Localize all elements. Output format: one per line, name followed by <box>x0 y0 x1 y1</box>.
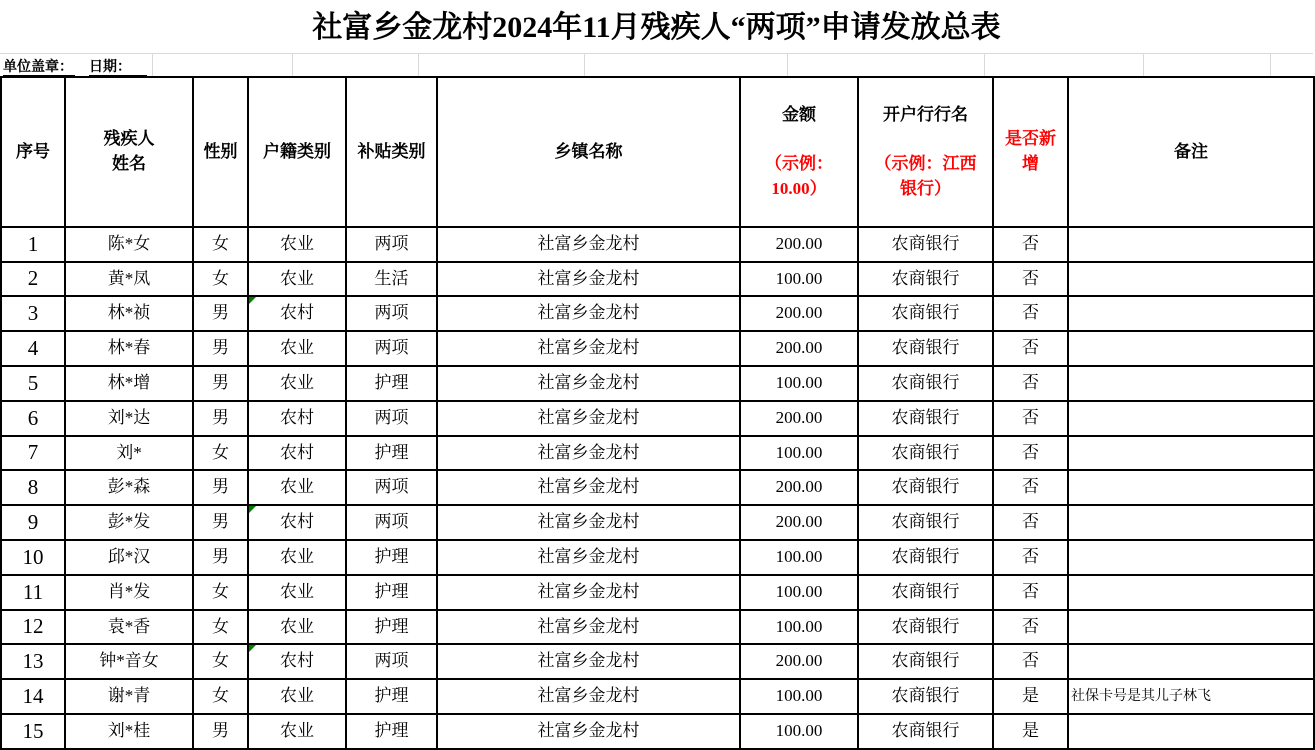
col-header-name[interactable]: 残疾人 姓名 <box>65 77 193 227</box>
cell-hukou[interactable]: 农村 <box>248 505 346 540</box>
cell-subsidy[interactable]: 两项 <box>346 401 437 436</box>
cell-remark[interactable] <box>1068 575 1314 610</box>
cell-remark[interactable]: 社保卡号是其儿子林飞 <box>1068 679 1314 714</box>
cell-hukou[interactable]: 农村 <box>248 296 346 331</box>
stamp-date-row <box>0 53 1313 76</box>
cell-name[interactable]: 袁*香 <box>65 610 193 645</box>
table-body <box>1 227 1314 749</box>
sheet-gridline <box>152 54 153 76</box>
cell-gender[interactable]: 女 <box>193 575 248 610</box>
error-indicator-triangle-icon <box>249 645 256 652</box>
cell-town[interactable]: 社富乡金龙村 <box>437 505 740 540</box>
cell-remark[interactable] <box>1068 227 1314 262</box>
cell-name[interactable]: 彭*发 <box>65 505 193 540</box>
error-indicator-triangle-icon <box>249 297 256 304</box>
cell-gender[interactable]: 女 <box>193 436 248 471</box>
cell-subsidy[interactable]: 两项 <box>346 227 437 262</box>
cell-no[interactable]: 1 <box>1 227 65 262</box>
cell-no[interactable]: 12 <box>1 610 65 645</box>
cell-subsidy[interactable]: 护理 <box>346 679 437 714</box>
cell-is-new[interactable]: 否 <box>993 610 1068 645</box>
cell-town[interactable]: 社富乡金龙村 <box>437 262 740 297</box>
cell-town[interactable]: 社富乡金龙村 <box>437 296 740 331</box>
cell-name[interactable]: 林*祯 <box>65 296 193 331</box>
sheet-gridline <box>1270 54 1271 76</box>
cell-hukou[interactable]: 农业 <box>248 575 346 610</box>
cell-no[interactable]: 4 <box>1 331 65 366</box>
cell-town[interactable]: 社富乡金龙村 <box>437 714 740 749</box>
cell-amount[interactable]: 100.00 <box>740 436 858 471</box>
sheet-gridline <box>584 54 585 76</box>
cell-bank[interactable]: 农商银行 <box>858 366 993 401</box>
col-header-hukou-type[interactable]: 户籍类别 <box>248 77 346 227</box>
cell-remark[interactable] <box>1068 331 1314 366</box>
cell-is-new[interactable]: 否 <box>993 540 1068 575</box>
cell-no[interactable]: 13 <box>1 644 65 679</box>
table-row <box>1 296 1314 331</box>
col-header-remark[interactable]: 备注 <box>1068 77 1314 227</box>
cell-hukou[interactable]: 农业 <box>248 610 346 645</box>
cell-is-new[interactable]: 否 <box>993 366 1068 401</box>
cell-remark[interactable] <box>1068 505 1314 540</box>
cell-bank[interactable]: 农商银行 <box>858 436 993 471</box>
cell-is-new[interactable]: 否 <box>993 436 1068 471</box>
cell-amount[interactable]: 200.00 <box>740 470 858 505</box>
cell-remark[interactable] <box>1068 296 1314 331</box>
cell-town[interactable]: 社富乡金龙村 <box>437 401 740 436</box>
cell-subsidy[interactable]: 护理 <box>346 366 437 401</box>
cell-town[interactable]: 社富乡金龙村 <box>437 679 740 714</box>
cell-remark[interactable] <box>1068 714 1314 749</box>
cell-is-new[interactable]: 否 <box>993 401 1068 436</box>
cell-gender[interactable]: 女 <box>193 227 248 262</box>
cell-subsidy[interactable]: 两项 <box>346 331 437 366</box>
cell-gender[interactable]: 男 <box>193 366 248 401</box>
sheet-gridline <box>787 54 788 76</box>
cell-remark[interactable] <box>1068 366 1314 401</box>
cell-town[interactable]: 社富乡金龙村 <box>437 610 740 645</box>
cell-gender[interactable]: 女 <box>193 262 248 297</box>
cell-gender[interactable]: 女 <box>193 644 248 679</box>
col-header-subsidy-type[interactable]: 补贴类别 <box>346 77 437 227</box>
sheet-title[interactable]: 社富乡金龙村2024年11月残疾人“两项”申请发放总表 <box>312 11 1001 44</box>
cell-town[interactable]: 社富乡金龙村 <box>437 540 740 575</box>
col-header-amount[interactable] <box>740 77 858 227</box>
cell-subsidy[interactable]: 护理 <box>346 575 437 610</box>
table-row <box>1 262 1314 297</box>
header-row <box>1 77 1314 227</box>
cell-bank[interactable]: 农商银行 <box>858 505 993 540</box>
cell-bank[interactable]: 农商银行 <box>858 610 993 645</box>
table-row <box>1 540 1314 575</box>
col-header-bank-label: 开户行行名 <box>883 104 968 124</box>
table-row <box>1 436 1314 471</box>
sheet-gridline <box>1143 54 1144 76</box>
cell-bank[interactable]: 农商银行 <box>858 262 993 297</box>
cell-subsidy[interactable]: 两项 <box>346 505 437 540</box>
cell-hukou[interactable]: 农业 <box>248 470 346 505</box>
cell-amount[interactable]: 100.00 <box>740 366 858 401</box>
cell-bank[interactable]: 农商银行 <box>858 644 993 679</box>
cell-name[interactable]: 林*增 <box>65 366 193 401</box>
cell-amount[interactable]: 200.00 <box>740 401 858 436</box>
cell-bank[interactable]: 农商银行 <box>858 227 993 262</box>
cell-amount[interactable]: 100.00 <box>740 714 858 749</box>
cell-amount[interactable]: 200.00 <box>740 505 858 540</box>
col-header-amount-label: 金额 <box>782 104 816 124</box>
cell-is-new[interactable]: 否 <box>993 331 1068 366</box>
cell-hukou[interactable]: 农业 <box>248 679 346 714</box>
cell-gender[interactable]: 男 <box>193 470 248 505</box>
table-row <box>1 366 1314 401</box>
cell-name[interactable]: 刘*达 <box>65 401 193 436</box>
cell-hukou[interactable]: 农业 <box>248 331 346 366</box>
cell-is-new[interactable]: 否 <box>993 575 1068 610</box>
cell-no[interactable]: 9 <box>1 505 65 540</box>
cell-gender[interactable]: 男 <box>193 401 248 436</box>
sheet-gridline <box>984 54 985 76</box>
cell-no[interactable]: 3 <box>1 296 65 331</box>
cell-no[interactable]: 15 <box>1 714 65 749</box>
sheet-gridline <box>292 54 293 76</box>
cell-no[interactable]: 14 <box>1 679 65 714</box>
table-row <box>1 575 1314 610</box>
table-row <box>1 227 1314 262</box>
cell-gender[interactable]: 男 <box>193 331 248 366</box>
cell-subsidy[interactable]: 两项 <box>346 644 437 679</box>
cell-name[interactable]: 邱*汉 <box>65 540 193 575</box>
cell-no[interactable]: 11 <box>1 575 65 610</box>
cell-is-new[interactable]: 否 <box>993 296 1068 331</box>
cell-remark[interactable] <box>1068 436 1314 471</box>
cell-subsidy[interactable]: 两项 <box>346 470 437 505</box>
cell-no[interactable]: 8 <box>1 470 65 505</box>
cell-remark[interactable] <box>1068 470 1314 505</box>
cell-bank[interactable]: 农商银行 <box>858 331 993 366</box>
cell-no[interactable]: 10 <box>1 540 65 575</box>
table-row <box>1 610 1314 645</box>
cell-bank[interactable]: 农商银行 <box>858 679 993 714</box>
cell-town[interactable]: 社富乡金龙村 <box>437 227 740 262</box>
table-row <box>1 401 1314 436</box>
cell-town[interactable]: 社富乡金龙村 <box>437 575 740 610</box>
cell-name[interactable]: 钟*音女 <box>65 644 193 679</box>
cell-town[interactable]: 社富乡金龙村 <box>437 366 740 401</box>
cell-name[interactable]: 林*春 <box>65 331 193 366</box>
col-header-town[interactable]: 乡镇名称 <box>437 77 740 227</box>
cell-gender[interactable]: 男 <box>193 540 248 575</box>
error-indicator-triangle-icon <box>249 506 256 513</box>
benefits-table <box>0 76 1315 750</box>
cell-bank[interactable]: 农商银行 <box>858 575 993 610</box>
cell-bank[interactable]: 农商银行 <box>858 401 993 436</box>
cell-is-new[interactable]: 是 <box>993 714 1068 749</box>
table-row <box>1 644 1314 679</box>
cell-name[interactable]: 彭*森 <box>65 470 193 505</box>
cell-is-new[interactable]: 是 <box>993 679 1068 714</box>
cell-hukou[interactable]: 农业 <box>248 714 346 749</box>
cell-bank[interactable]: 农商银行 <box>858 540 993 575</box>
cell-subsidy[interactable]: 护理 <box>346 610 437 645</box>
cell-gender[interactable]: 男 <box>193 505 248 540</box>
cell-amount[interactable]: 100.00 <box>740 540 858 575</box>
cell-no[interactable]: 7 <box>1 436 65 471</box>
cell-remark[interactable] <box>1068 644 1314 679</box>
cell-is-new[interactable]: 否 <box>993 505 1068 540</box>
col-header-is-new[interactable]: 是否新 增 <box>993 77 1068 227</box>
cell-hukou[interactable]: 农村 <box>248 644 346 679</box>
cell-name[interactable]: 刘*桂 <box>65 714 193 749</box>
cell-no[interactable]: 2 <box>1 262 65 297</box>
cell-name[interactable]: 黄*凤 <box>65 262 193 297</box>
cell-remark[interactable] <box>1068 262 1314 297</box>
cell-gender[interactable]: 男 <box>193 296 248 331</box>
cell-amount[interactable]: 200.00 <box>740 331 858 366</box>
cell-remark[interactable] <box>1068 401 1314 436</box>
cell-no[interactable]: 5 <box>1 366 65 401</box>
cell-no[interactable]: 6 <box>1 401 65 436</box>
cell-hukou[interactable]: 农村 <box>248 436 346 471</box>
cell-subsidy[interactable]: 护理 <box>346 436 437 471</box>
cell-hukou[interactable]: 农业 <box>248 262 346 297</box>
cell-amount[interactable]: 100.00 <box>740 575 858 610</box>
col-header-bank-note: （示例：江西 银行） <box>874 153 977 198</box>
cell-hukou[interactable]: 农业 <box>248 540 346 575</box>
cell-is-new[interactable]: 否 <box>993 262 1068 297</box>
col-header-amount-note: （示例： 10.00） <box>765 153 833 198</box>
cell-gender[interactable]: 男 <box>193 714 248 749</box>
cell-is-new[interactable]: 否 <box>993 227 1068 262</box>
cell-gender[interactable]: 女 <box>193 610 248 645</box>
cell-amount[interactable]: 200.00 <box>740 644 858 679</box>
col-header-bank[interactable] <box>858 77 993 227</box>
cell-remark[interactable] <box>1068 540 1314 575</box>
cell-bank[interactable]: 农商银行 <box>858 296 993 331</box>
sheet-gridline <box>418 54 419 76</box>
cell-name[interactable]: 陈*女 <box>65 227 193 262</box>
cell-is-new[interactable]: 否 <box>993 470 1068 505</box>
cell-subsidy[interactable]: 护理 <box>346 540 437 575</box>
cell-town[interactable]: 社富乡金龙村 <box>437 644 740 679</box>
stamp-date-text <box>3 56 147 76</box>
cell-town[interactable]: 社富乡金龙村 <box>437 436 740 471</box>
table-row <box>1 714 1314 749</box>
cell-subsidy[interactable]: 两项 <box>346 296 437 331</box>
cell-town[interactable]: 社富乡金龙村 <box>437 470 740 505</box>
cell-subsidy[interactable]: 护理 <box>346 714 437 749</box>
cell-amount[interactable]: 100.00 <box>740 679 858 714</box>
cell-bank[interactable]: 农商银行 <box>858 714 993 749</box>
cell-gender[interactable]: 女 <box>193 679 248 714</box>
cell-is-new[interactable]: 否 <box>993 644 1068 679</box>
cell-hukou[interactable]: 农业 <box>248 366 346 401</box>
cell-amount[interactable]: 100.00 <box>740 610 858 645</box>
cell-subsidy[interactable]: 生活 <box>346 262 437 297</box>
cell-hukou[interactable]: 农村 <box>248 401 346 436</box>
cell-amount[interactable]: 200.00 <box>740 296 858 331</box>
col-header-gender[interactable]: 性别 <box>193 77 248 227</box>
date-label[interactable]: 日期： <box>89 58 147 76</box>
cell-name[interactable]: 刘* <box>65 436 193 471</box>
cell-hukou[interactable]: 农业 <box>248 227 346 262</box>
cell-amount[interactable]: 100.00 <box>740 262 858 297</box>
cell-town[interactable]: 社富乡金龙村 <box>437 331 740 366</box>
unit-seal-label[interactable]: 单位盖章： <box>3 58 73 74</box>
cell-bank[interactable]: 农商银行 <box>858 470 993 505</box>
table-row <box>1 470 1314 505</box>
col-header-serial[interactable]: 序号 <box>1 77 65 227</box>
table-row <box>1 505 1314 540</box>
cell-name[interactable]: 肖*发 <box>65 575 193 610</box>
cell-name[interactable]: 谢*青 <box>65 679 193 714</box>
table-row <box>1 679 1314 714</box>
cell-remark[interactable] <box>1068 610 1314 645</box>
table-row <box>1 331 1314 366</box>
cell-amount[interactable]: 200.00 <box>740 227 858 262</box>
